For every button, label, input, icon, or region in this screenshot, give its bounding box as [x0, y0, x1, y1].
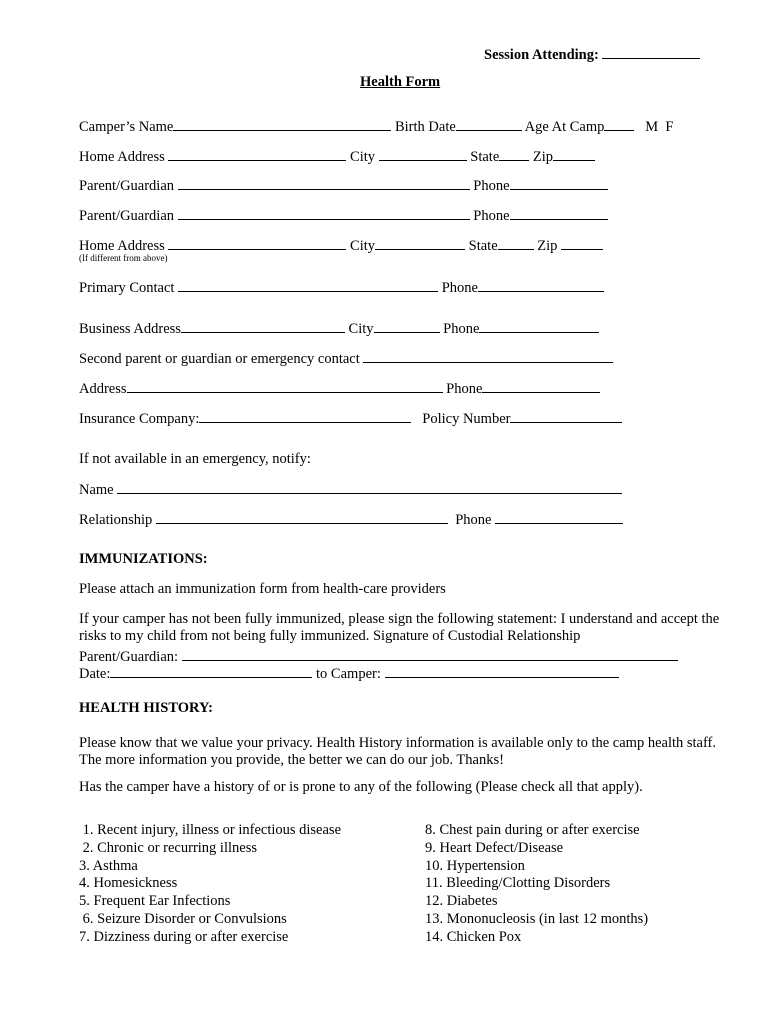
- business-city-field[interactable]: [374, 319, 440, 333]
- guardian-1-row: [79, 176, 608, 195]
- second-address-phone-label: Phone: [446, 381, 483, 397]
- second-address-field[interactable]: [127, 379, 443, 393]
- second-contact-field[interactable]: [363, 349, 613, 363]
- business-phone-label: Phone: [443, 321, 480, 337]
- form-title: Health Form: [360, 74, 441, 90]
- policy-number-field[interactable]: [510, 409, 622, 423]
- emergency-intro: If not available in an emergency, notify:: [79, 451, 311, 467]
- emergency-name-field[interactable]: [117, 480, 622, 494]
- history-item[interactable]: 6. Seizure Disorder or Convulsions: [79, 910, 287, 927]
- emergency-name-row: [79, 480, 622, 499]
- immunization-guardian-label: Parent/Guardian:: [79, 649, 179, 665]
- business-phone-field[interactable]: [479, 319, 599, 333]
- business-address-field[interactable]: [181, 319, 345, 333]
- policy-number-label: Policy Number: [422, 411, 511, 427]
- business-city-label: City: [348, 321, 374, 337]
- age-at-camp-field[interactable]: [604, 117, 634, 131]
- emergency-phone-label: Phone: [455, 512, 492, 528]
- history-question: Has the camper have a history of or is prone to any of the following (Please check all that apply).: [79, 779, 643, 795]
- history-item[interactable]: 8. Chest pain during or after exercise: [425, 822, 640, 838]
- guardian-1-label: Parent/Guardian: [79, 178, 175, 194]
- second-address-label: Address: [79, 381, 127, 397]
- session-attending-field[interactable]: [602, 45, 700, 59]
- history-item[interactable]: 3. Asthma: [79, 857, 138, 874]
- history-item[interactable]: 11. Bleeding/Clotting Disorders: [425, 875, 611, 892]
- immunization-statement: If your camper has not been fully immunized, please sign the following statement: I understand and accept the risks to my child from not being fully immunized. Signature of Custodial Relationship: [79, 611, 720, 644]
- state-2-field[interactable]: [498, 236, 534, 250]
- state-label: State: [470, 149, 500, 165]
- guardian-2-phone-field[interactable]: [510, 206, 608, 220]
- city-label: City: [350, 149, 376, 165]
- primary-contact-field[interactable]: [178, 278, 438, 292]
- history-item[interactable]: 12. Diabetes: [425, 893, 498, 910]
- business-address-label: Business Address: [79, 321, 181, 337]
- immunization-date-label: Date:: [79, 666, 111, 682]
- immunization-guardian-field[interactable]: [182, 647, 678, 661]
- birth-date-label: Birth Date: [394, 119, 456, 135]
- home-address-row: [79, 147, 595, 166]
- history-item[interactable]: 13. Mononucleosis (in last 12 months): [425, 910, 649, 927]
- zip-field[interactable]: [553, 147, 595, 161]
- history-item[interactable]: 10. Hypertension: [425, 857, 525, 874]
- second-contact-label: Second parent or guardian or emergency contact: [79, 351, 360, 367]
- state-2-label: State: [468, 238, 498, 254]
- second-contact-row: [79, 349, 613, 368]
- immunization-attach-text: Please attach an immunization form from health-care providers: [79, 581, 446, 597]
- second-address-phone-field[interactable]: [482, 379, 600, 393]
- zip-2-field[interactable]: [561, 236, 603, 250]
- different-address-note: (If different from above): [79, 253, 168, 263]
- sex-f-option[interactable]: F: [665, 119, 674, 135]
- home-address-2-field[interactable]: [168, 236, 346, 250]
- primary-contact-phone-field[interactable]: [478, 278, 604, 292]
- business-address-row: [79, 319, 599, 338]
- to-camper-field[interactable]: [385, 664, 619, 678]
- guardian-2-field[interactable]: [178, 206, 470, 220]
- insurance-company-field[interactable]: [199, 409, 411, 423]
- zip-2-label: Zip: [537, 238, 558, 254]
- birth-date-field[interactable]: [456, 117, 522, 131]
- immunization-date-row: [79, 664, 619, 683]
- state-field[interactable]: [499, 147, 529, 161]
- primary-contact-phone-label: Phone: [441, 280, 478, 296]
- home-address-2-label: Home Address: [79, 238, 165, 254]
- history-item[interactable]: 7. Dizziness during or after exercise: [79, 928, 289, 945]
- zip-label: Zip: [532, 149, 554, 165]
- city-field[interactable]: [379, 147, 467, 161]
- campers-name-field[interactable]: [173, 117, 391, 131]
- guardian-2-row: [79, 206, 608, 225]
- history-item[interactable]: 2. Chronic or recurring illness: [79, 839, 257, 856]
- emergency-name-label: Name: [79, 482, 114, 498]
- history-item[interactable]: 4. Homesickness: [79, 875, 178, 892]
- history-list-left: [79, 822, 341, 947]
- guardian-1-phone-field[interactable]: [510, 176, 608, 190]
- history-item[interactable]: 14. Chicken Pox: [425, 928, 522, 945]
- insurance-row: [79, 409, 622, 428]
- second-address-row: [79, 379, 600, 398]
- immunizations-heading: IMMUNIZATIONS:: [79, 551, 208, 567]
- session-attending-label: Session Attending:: [484, 47, 599, 63]
- immunization-date-field[interactable]: [110, 664, 312, 678]
- emergency-relationship-label: Relationship: [79, 512, 153, 528]
- insurance-company-label: Insurance Company:: [79, 411, 200, 427]
- health-history-heading: HEALTH HISTORY:: [79, 700, 213, 716]
- campers-name-label: Camper’s Name: [79, 119, 174, 135]
- history-item[interactable]: 1. Recent injury, illness or infectious disease: [79, 822, 342, 838]
- emergency-phone-field[interactable]: [495, 510, 623, 524]
- city-2-field[interactable]: [375, 236, 465, 250]
- history-list-right: [425, 822, 648, 947]
- guardian-1-field[interactable]: [178, 176, 470, 190]
- history-item[interactable]: 9. Heart Defect/Disease: [425, 839, 564, 856]
- primary-contact-row: [79, 278, 604, 297]
- emergency-relationship-field[interactable]: [156, 510, 448, 524]
- guardian-2-label: Parent/Guardian: [79, 208, 175, 224]
- home-address-field[interactable]: [168, 147, 346, 161]
- home-address-label: Home Address: [79, 149, 165, 165]
- history-item[interactable]: 5. Frequent Ear Infections: [79, 893, 231, 910]
- guardian-1-phone-label: Phone: [473, 178, 510, 194]
- session-attending-row: [484, 45, 700, 64]
- sex-m-option[interactable]: M: [645, 119, 659, 135]
- age-at-camp-label: Age At Camp: [524, 119, 605, 135]
- city-2-label: City: [350, 238, 376, 254]
- privacy-text: Please know that we value your privacy. Health History information is available only to the camp health staff. The more information you provide, the better we can do our job. Thanks!: [79, 735, 717, 768]
- camper-row: [79, 117, 673, 136]
- primary-contact-label: Primary Contact: [79, 280, 175, 296]
- to-camper-label: to Camper:: [316, 666, 381, 682]
- emergency-relationship-row: [79, 510, 623, 529]
- guardian-2-phone-label: Phone: [473, 208, 510, 224]
